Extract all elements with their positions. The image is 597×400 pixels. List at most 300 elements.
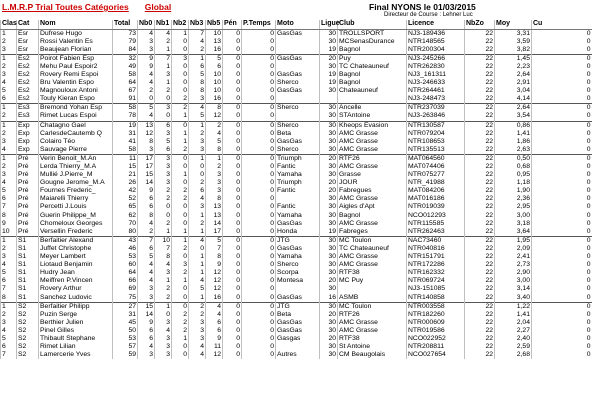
rank-cell: 2: [1, 112, 17, 121]
table-row: [1, 63, 592, 71]
nb5-cell: 9: [206, 261, 223, 269]
nb1-cell: 0: [155, 112, 172, 121]
club-cell: RTF38: [338, 335, 407, 343]
average-cell: 3,14: [495, 285, 532, 293]
total-cell: 69: [113, 285, 138, 293]
rider-name-cell: Rimet Lucas Espoi: [39, 112, 113, 121]
category-cell: S1: [17, 269, 39, 277]
total-cell: 31: [113, 311, 138, 319]
licence-cell: NJ3-189436: [407, 29, 465, 38]
licence-cell: NTR172286: [407, 261, 465, 269]
total-cell: 58: [113, 71, 138, 79]
nb2-cell: 2: [172, 311, 189, 319]
rider-name-cell: Lerda Thierry_M.A: [39, 163, 113, 171]
nb3-cell: 0: [189, 171, 206, 179]
moto-cell: Beta: [276, 311, 320, 319]
rider-name-cell: Gougne Jerome_M.A: [39, 179, 113, 187]
time-penalty-cell: 0: [242, 220, 276, 228]
nb0-cell: 2: [138, 228, 155, 237]
rank-cell: 3: [1, 319, 17, 327]
average-cell: 2,09: [495, 245, 532, 253]
nb5-cell: 13: [206, 38, 223, 46]
category-cell: Es2: [17, 71, 39, 79]
rider-name-cell: Colairo Téo: [39, 138, 113, 146]
table-row: [1, 79, 592, 87]
nb0-cell: 4: [138, 220, 155, 228]
table-row: [1, 245, 592, 253]
nbzo-cell: 22: [465, 121, 495, 130]
nb3-cell: 3: [189, 319, 206, 327]
licence-cell: NJ3-248473: [407, 95, 465, 104]
table-row: [1, 54, 592, 63]
category-cell: S2: [17, 335, 39, 343]
average-cell: 3,64: [495, 228, 532, 237]
average-cell: 2,23: [495, 63, 532, 71]
nbzo-cell: 22: [465, 245, 495, 253]
time-penalty-cell: 0: [242, 253, 276, 261]
category-cell: S1: [17, 277, 39, 285]
ligue-cell: 30: [320, 285, 338, 293]
nbzo-cell: 22: [465, 212, 495, 220]
nb0-cell: 6: [138, 335, 155, 343]
nbzo-cell: 22: [465, 163, 495, 171]
moto-cell: [276, 285, 320, 293]
time-penalty-cell: 0: [242, 104, 276, 113]
nb5-cell: 12: [206, 112, 223, 121]
table-row: [1, 138, 592, 146]
rider-name-cell: Mehu Paul Espoir2: [39, 63, 113, 71]
nb1-cell: 1: [155, 228, 172, 237]
nb1-cell: 2: [155, 195, 172, 203]
nbzo-cell: 22: [465, 63, 495, 71]
cu-cell: 0: [532, 302, 592, 311]
total-cell: 78: [113, 112, 138, 121]
penalty-cell: 0: [223, 203, 242, 211]
nb3-cell: 2: [189, 179, 206, 187]
rank-cell: 8: [1, 212, 17, 220]
moto-cell: JTG: [276, 302, 320, 311]
nb1-cell: 1: [155, 46, 172, 55]
table-row: [1, 277, 592, 285]
average-cell: 2,40: [495, 335, 532, 343]
average-cell: 2,68: [495, 351, 532, 359]
nb5-cell: 5: [206, 236, 223, 245]
penalty-cell: 0: [223, 121, 242, 130]
average-cell: 1,86: [495, 138, 532, 146]
table-row: [1, 236, 592, 245]
total-cell: 21: [113, 171, 138, 179]
average-cell: 3,59: [495, 38, 532, 46]
rider-name-cell: Chatagno Gael: [39, 121, 113, 130]
nb3-cell: 2: [189, 220, 206, 228]
table-row: [1, 327, 592, 335]
table-row: [1, 154, 592, 163]
rider-name-cell: Bremond Yohan Esp: [39, 104, 113, 113]
club-cell: MC Toulon: [338, 236, 407, 245]
time-penalty-cell: 0: [242, 163, 276, 171]
penalty-cell: 0: [223, 179, 242, 187]
ligue-cell: 30: [320, 245, 338, 253]
ligue-cell: 30: [320, 130, 338, 138]
ligue-cell: 19: [320, 71, 338, 79]
category-cell: S1: [17, 245, 39, 253]
col-cu-header: Cu: [532, 20, 592, 29]
col-category-header: Cat: [17, 20, 39, 29]
nb0-cell: 7: [138, 236, 155, 245]
category-cell: Pré: [17, 171, 39, 179]
club-cell: TROLLSPORT: [338, 29, 407, 38]
average-cell: 2,36: [495, 195, 532, 203]
cu-cell: 0: [532, 335, 592, 343]
nb0-cell: 12: [138, 130, 155, 138]
total-cell: 15: [113, 163, 138, 171]
club-cell: STAntoine: [338, 112, 407, 121]
rank-cell: 1: [1, 236, 17, 245]
nb0-cell: 6: [138, 203, 155, 211]
total-cell: 75: [113, 294, 138, 303]
rank-cell: 9: [1, 220, 17, 228]
ligue-cell: 30: [320, 121, 338, 130]
nb3-cell: 1: [189, 269, 206, 277]
total-cell: 57: [113, 343, 138, 351]
nb5-cell: 3: [206, 171, 223, 179]
club-cell: CM Beaugolais: [338, 351, 407, 359]
cu-cell: 0: [532, 171, 592, 179]
total-cell: 84: [113, 46, 138, 55]
ligue-cell: [320, 95, 338, 104]
nb3-cell: 3: [189, 335, 206, 343]
table-row: [1, 253, 592, 261]
ligue-cell: 30: [320, 163, 338, 171]
table-row: [1, 163, 592, 171]
time-penalty-cell: 0: [242, 343, 276, 351]
ligue-cell: 19: [320, 228, 338, 237]
penalty-cell: 0: [223, 79, 242, 87]
time-penalty-cell: 0: [242, 236, 276, 245]
total-cell: 73: [113, 29, 138, 38]
time-penalty-cell: 0: [242, 269, 276, 277]
rank-cell: 5: [1, 335, 17, 343]
penalty-cell: 0: [223, 146, 242, 155]
cu-cell: 0: [532, 179, 592, 187]
rank-cell: 1: [1, 54, 17, 63]
nb2-cell: 2: [172, 269, 189, 277]
penalty-cell: 0: [223, 187, 242, 195]
rank-cell: 4: [1, 146, 17, 155]
cu-cell: 0: [532, 146, 592, 155]
nb0-cell: 9: [138, 54, 155, 63]
nb2-cell: 3: [172, 261, 189, 269]
ligue-cell: 19: [320, 79, 338, 87]
cu-cell: 0: [532, 203, 592, 211]
ligue-cell: 30: [320, 236, 338, 245]
category-cell: S2: [17, 311, 39, 319]
licence-cell: NTR140858: [407, 294, 465, 303]
licence-cell: NTR262463: [407, 228, 465, 237]
nb2-cell: 2: [172, 195, 189, 203]
rider-name-cell: Meyer Lambert: [39, 253, 113, 261]
rank-cell: 1: [1, 302, 17, 311]
cu-cell: 0: [532, 138, 592, 146]
table-row: [1, 351, 592, 359]
table-row: [1, 187, 592, 195]
nbzo-cell: 22: [465, 79, 495, 87]
nb5-cell: 4: [206, 311, 223, 319]
nb5-cell: 11: [206, 343, 223, 351]
cu-cell: 0: [532, 121, 592, 130]
licence-cell: NTR264461: [407, 87, 465, 95]
penalty-cell: 0: [223, 228, 242, 237]
licence-cell: NTR148565: [407, 38, 465, 46]
table-row: [1, 87, 592, 95]
penalty-cell: 0: [223, 335, 242, 343]
total-cell: 41: [113, 138, 138, 146]
nb5-cell: 8: [206, 195, 223, 203]
nb2-cell: 0: [172, 302, 189, 311]
nb5-cell: 14: [206, 220, 223, 228]
moto-cell: Triumph: [276, 179, 320, 187]
time-penalty-cell: 0: [242, 138, 276, 146]
cu-cell: 0: [532, 311, 592, 319]
nbzo-cell: 22: [465, 38, 495, 46]
nb2-cell: 1: [172, 29, 189, 38]
nb5-cell: 6: [206, 327, 223, 335]
nb3-cell: 2: [189, 46, 206, 55]
nb3-cell: 1: [189, 228, 206, 237]
time-penalty-cell: 0: [242, 351, 276, 359]
rider-name-cell: CarlesdeCautemb Q: [39, 130, 113, 138]
club-cell: AMC Grasse: [338, 220, 407, 228]
rank-cell: 2: [1, 130, 17, 138]
licence-cell: NJ3_161311: [407, 71, 465, 79]
nb3-cell: 4: [189, 236, 206, 245]
nb5-cell: 12: [206, 351, 223, 359]
nb3-cell: 3: [189, 327, 206, 335]
licence-cell: NTR262830: [407, 63, 465, 71]
nbzo-cell: 22: [465, 104, 495, 113]
nb3-cell: 0: [189, 245, 206, 253]
penalty-cell: 0: [223, 95, 242, 104]
category-cell: Pré: [17, 154, 39, 163]
penalty-cell: 0: [223, 311, 242, 319]
club-cell: Ancelle: [338, 104, 407, 113]
licence-cell: NCO027654: [407, 351, 465, 359]
rider-name-cell: Versellin Frederic: [39, 228, 113, 237]
nb3-cell: 3: [189, 146, 206, 155]
table-row: [1, 112, 592, 121]
time-penalty-cell: 0: [242, 228, 276, 237]
moto-cell: Fantic: [276, 203, 320, 211]
table-row: [1, 203, 592, 211]
club-cell: AMC Grasse: [338, 195, 407, 203]
average-cell: 1,41: [495, 311, 532, 319]
nb1-cell: 7: [155, 54, 172, 63]
time-penalty-cell: 0: [242, 146, 276, 155]
time-penalty-cell: 0: [242, 203, 276, 211]
nb2-cell: 0: [172, 212, 189, 220]
average-cell: 1,95: [495, 236, 532, 245]
total-cell: 19: [113, 121, 138, 130]
moto-cell: GasGas: [276, 87, 320, 95]
nbzo-cell: 22: [465, 29, 495, 38]
col-average-header: Moy: [495, 20, 532, 29]
penalty-cell: 0: [223, 87, 242, 95]
cu-cell: 0: [532, 253, 592, 261]
category-cell: Pré: [17, 187, 39, 195]
nb0-cell: 3: [138, 46, 155, 55]
nbzo-cell: 22: [465, 138, 495, 146]
average-cell: 2,95: [495, 203, 532, 211]
cu-cell: 0: [532, 54, 592, 63]
table-row: [1, 228, 592, 237]
nb1-cell: 2: [155, 87, 172, 95]
ligue-cell: 30: [320, 269, 338, 277]
penalty-cell: 0: [223, 302, 242, 311]
moto-cell: Sherco: [276, 146, 320, 155]
nb1-cell: 7: [155, 245, 172, 253]
nb0-cell: 6: [138, 245, 155, 253]
time-penalty-cell: 0: [242, 277, 276, 285]
licence-cell: NTR_41988: [407, 179, 465, 187]
total-cell: 65: [113, 203, 138, 211]
average-cell: 3,00: [495, 212, 532, 220]
penalty-cell: 0: [223, 46, 242, 55]
ligue-cell: 30: [320, 220, 338, 228]
cu-cell: 0: [532, 327, 592, 335]
club-cell: Bagnol: [338, 46, 407, 55]
time-penalty-cell: 0: [242, 112, 276, 121]
nb5-cell: 13: [206, 203, 223, 211]
average-cell: 0,68: [495, 163, 532, 171]
category-cell: S1: [17, 253, 39, 261]
licence-cell: NTR237039: [407, 104, 465, 113]
table-row: [1, 195, 592, 203]
nb2-cell: 0: [172, 294, 189, 303]
nb5-cell: 8: [206, 104, 223, 113]
total-cell: 27: [113, 302, 138, 311]
penalty-cell: 0: [223, 54, 242, 63]
nb1-cell: 5: [155, 138, 172, 146]
total-cell: 53: [113, 335, 138, 343]
rider-name-cell: Berfaitier Alexand: [39, 236, 113, 245]
time-penalty-cell: 0: [242, 212, 276, 220]
nb3-cell: 8: [189, 87, 206, 95]
category-cell: Pré: [17, 228, 39, 237]
cu-cell: 0: [532, 294, 592, 303]
moto-cell: [276, 95, 320, 104]
nb0-cell: 17: [138, 154, 155, 163]
category-cell: Pré: [17, 195, 39, 203]
category-cell: S1: [17, 294, 39, 303]
rank-cell: 5: [1, 87, 17, 95]
rider-name-cell: Touly Kieran Espo: [39, 95, 113, 104]
nb0-cell: 4: [138, 277, 155, 285]
licence-cell: NTR151791: [407, 253, 465, 261]
licence-cell: NTR079204: [407, 130, 465, 138]
nbzo-cell: 22: [465, 46, 495, 55]
category-cell: Es2: [17, 95, 39, 104]
cu-cell: 0: [532, 212, 592, 220]
cu-cell: 0: [532, 319, 592, 327]
nb2-cell: 1: [172, 171, 189, 179]
nb5-cell: 16: [206, 46, 223, 55]
table-row: [1, 121, 592, 130]
col-nb0-header: Nb0: [138, 20, 155, 29]
table-row: [1, 179, 592, 187]
average-cell: 1,22: [495, 302, 532, 311]
total-cell: 45: [113, 319, 138, 327]
time-penalty-cell: 0: [242, 294, 276, 303]
nb2-cell: 0: [172, 203, 189, 211]
nb5-cell: 2: [206, 121, 223, 130]
nb0-cell: 3: [138, 38, 155, 46]
table-row: [1, 146, 592, 155]
average-cell: 2,41: [495, 253, 532, 261]
nbzo-cell: 22: [465, 269, 495, 277]
cu-cell: 0: [532, 87, 592, 95]
moto-cell: [276, 63, 320, 71]
penalty-cell: 0: [223, 343, 242, 351]
nb3-cell: 3: [189, 203, 206, 211]
penalty-cell: 0: [223, 104, 242, 113]
cu-cell: 0: [532, 343, 592, 351]
time-penalty-cell: 0: [242, 171, 276, 179]
moto-cell: [276, 46, 320, 55]
nb1-cell: 1: [155, 302, 172, 311]
rider-name-cell: Berfaitier Philipp: [39, 302, 113, 311]
average-cell: 3,04: [495, 87, 532, 95]
club-cell: Fabregues: [338, 187, 407, 195]
nb1-cell: 3: [155, 269, 172, 277]
rider-name-cell: Thibault Stephane: [39, 335, 113, 343]
nb0-cell: 8: [138, 138, 155, 146]
penalty-cell: 0: [223, 236, 242, 245]
nbzo-cell: 22: [465, 203, 495, 211]
penalty-cell: 0: [223, 269, 242, 277]
cu-cell: 0: [532, 130, 592, 138]
average-cell: 0,50: [495, 154, 532, 163]
penalty-cell: 0: [223, 38, 242, 46]
ligue-cell: 20: [320, 335, 338, 343]
total-cell: 42: [113, 187, 138, 195]
nb2-cell: 3: [172, 54, 189, 63]
nbzo-cell: 22: [465, 146, 495, 155]
nb0-cell: 3: [138, 294, 155, 303]
nb1-cell: 4: [155, 327, 172, 335]
ligue-cell: 20: [320, 277, 338, 285]
club-cell: Fabreges: [338, 228, 407, 237]
average-cell: 1,18: [495, 179, 532, 187]
licence-cell: NJ3-246633: [407, 79, 465, 87]
total-cell: 70: [113, 220, 138, 228]
nb2-cell: 0: [172, 351, 189, 359]
club-cell: AMC Grasse: [338, 146, 407, 155]
penalty-cell: 0: [223, 171, 242, 179]
nb1-cell: 3: [155, 351, 172, 359]
nb5-cell: 12: [206, 285, 223, 293]
results-table: [0, 20, 592, 359]
moto-cell: Gasgas: [276, 335, 320, 343]
moto-cell: GasGas: [276, 71, 320, 79]
rider-name-cell: Rimet Lilian: [39, 343, 113, 351]
average-cell: 2,64: [495, 104, 532, 113]
licence-cell: MAT084206: [407, 187, 465, 195]
nb0-cell: 13: [138, 121, 155, 130]
time-penalty-cell: 0: [242, 195, 276, 203]
nbzo-cell: 22: [465, 187, 495, 195]
rank-cell: 2: [1, 311, 17, 319]
average-cell: 2,59: [495, 343, 532, 351]
